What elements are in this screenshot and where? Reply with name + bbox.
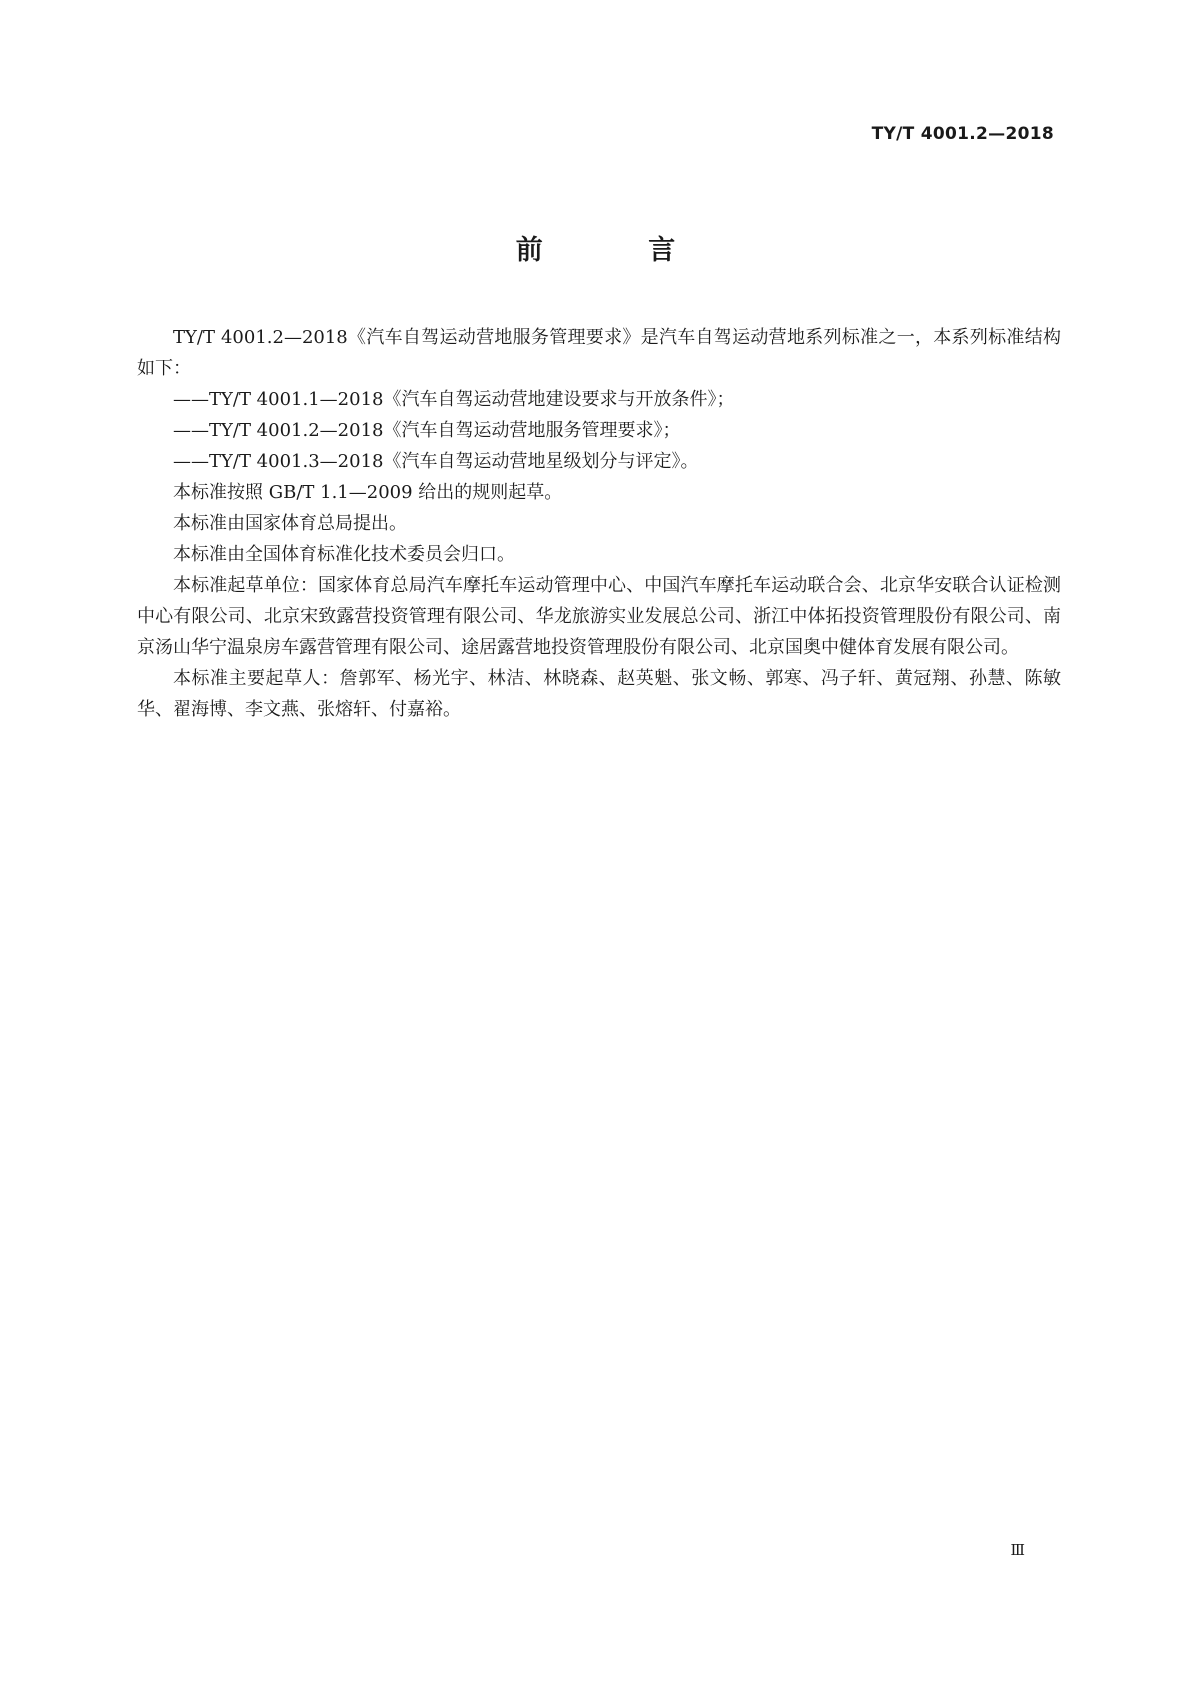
document-body	[137, 322, 1061, 725]
series-item-2: ——TY/T 4001.2—2018《汽车自驾运动营地服务管理要求》；	[173, 420, 681, 441]
series-item-3: ——TY/T 4001.3—2018《汽车自驾运动营地星级划分与评定》。	[173, 451, 699, 472]
intro-paragraph: TY/T 4001.2—2018《汽车自驾运动营地服务管理要求》是汽车自驾运动营地系列标准之一，本系列标准结构如下：	[137, 327, 1061, 379]
drafting-rules-paragraph: 本标准按照 GB/T 1.1—2009 给出的规则起草。	[173, 482, 563, 503]
page-number: Ⅲ	[1010, 1541, 1025, 1559]
centralized-paragraph: 本标准由全国体育标准化技术委员会归口。	[173, 544, 515, 565]
drafting-units-paragraph: 本标准起草单位：国家体育总局汽车摩托车运动管理中心、中国汽车摩托车运动联合会、北京华安联合认证检测中心有限公司、北京宋致露营投资管理有限公司、华龙旅游实业发展总公司、浙江中体拓投资管理股份有限公司、南京汤山华宁温泉房车露营管理有限公司、途居露营地投资管理股份有限公司、北京国奥中健体育发展有限公司。	[137, 575, 1061, 658]
proposer-paragraph: 本标准由国家体育总局提出。	[173, 513, 407, 534]
series-item-1: ——TY/T 4001.1—2018《汽车自驾运动营地建设要求与开放条件》；	[173, 389, 735, 410]
drafters-paragraph: 本标准主要起草人：詹郭军、杨光宇、林洁、林晓森、赵英魁、张文畅、郭寒、冯子轩、黄冠翔、孙慧、陈敏华、翟海博、李文燕、张熔轩、付嘉裕。	[137, 668, 1061, 720]
page-title: 前 言	[515, 235, 724, 266]
standard-number: TY/T 4001.2—2018	[871, 124, 1054, 144]
